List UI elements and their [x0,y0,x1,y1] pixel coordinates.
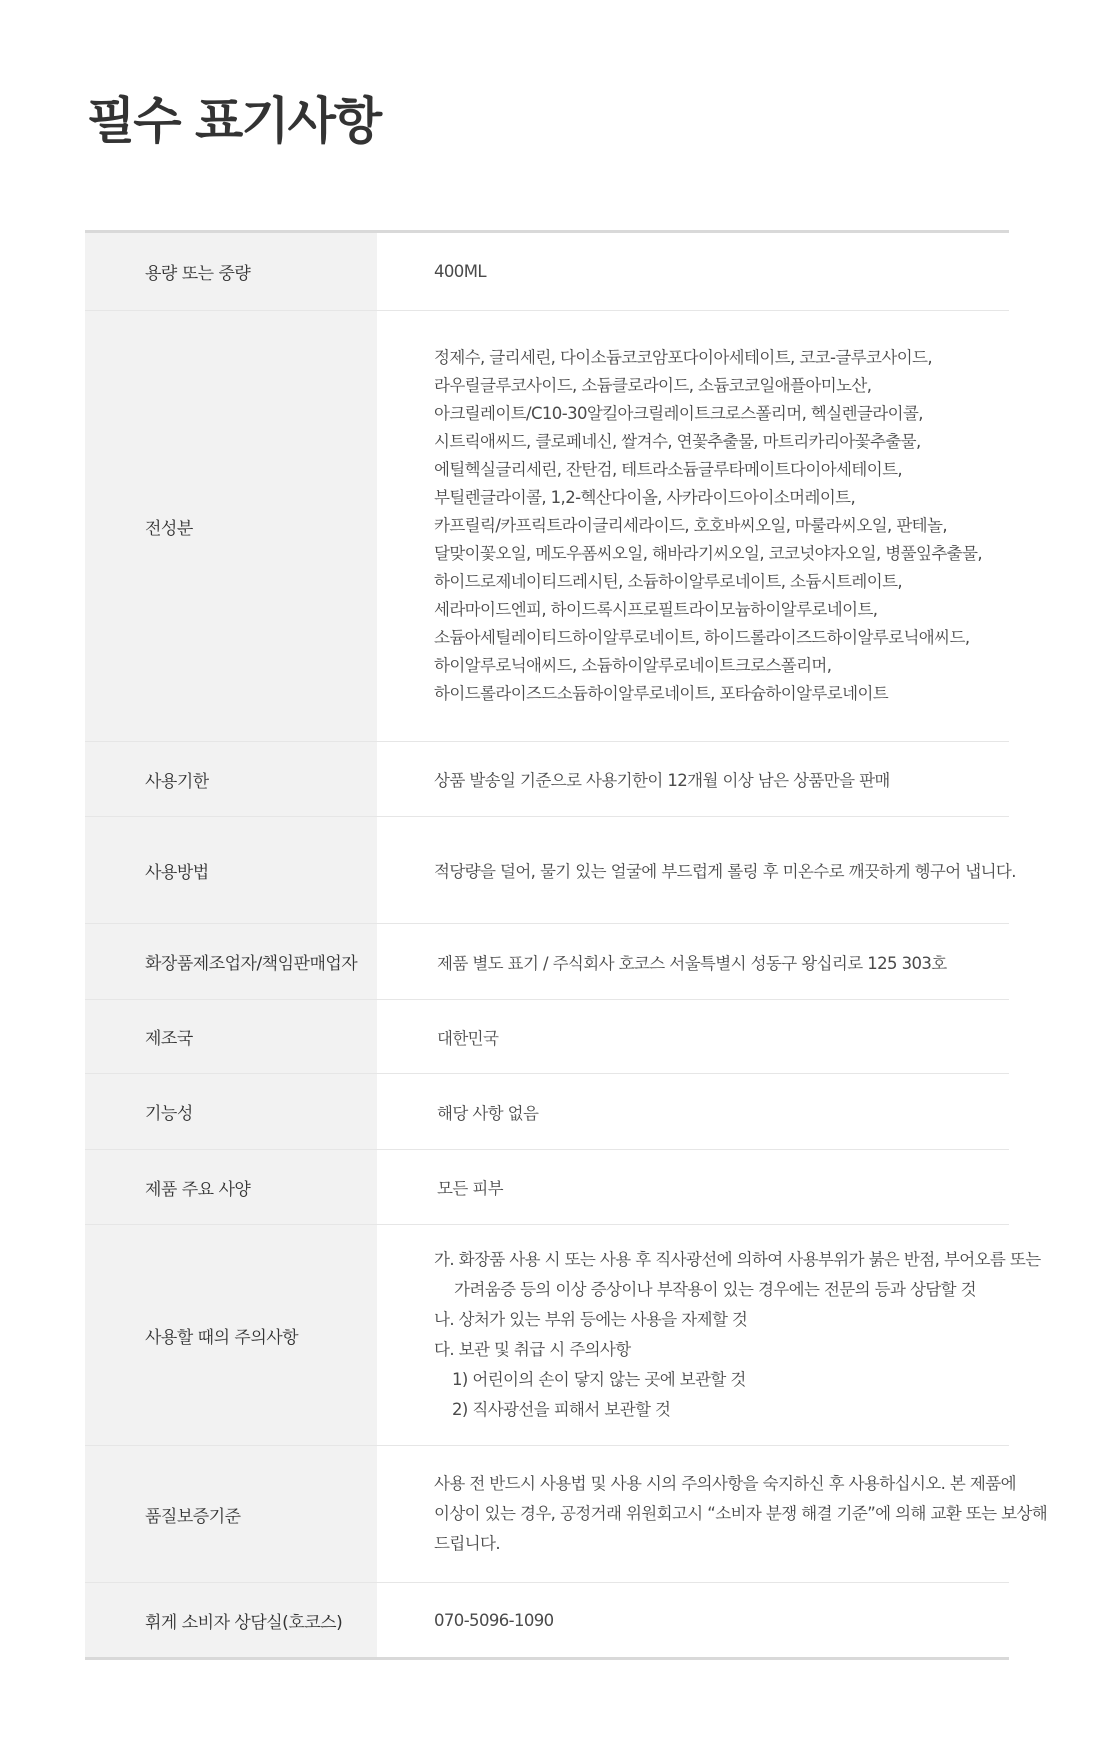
ingredient-line: 라우릴글루코사이드, 소듐클로라이드, 소듐코코일애플아미노산, [434,376,872,395]
ingredient-line: 하이드로제네이티드레시틴, 소듐하이알루로네이트, 소듐시트레이트, [434,572,903,591]
row-label-spec: 제품 주요 사양 [85,1150,377,1224]
row-value-cautions [377,1225,1051,1445]
row-label-volume: 용량 또는 중량 [85,233,377,310]
row-value-manufacturer [377,924,1009,999]
ingredient-line: 시트릭애씨드, 클로페네신, 쌀겨수, 연꽃추출물, 마트리카리아꽃추출물, [434,432,921,451]
row-label-ingredients: 전성분 [85,311,377,741]
row-value-ingredients [377,311,1009,741]
ingredient-line: 세라마이드엔피, 하이드록시프로필트라이모늄하이알루로네이트, [434,600,878,619]
row-value-spec [377,1150,1009,1224]
ingredient-line: 정제수, 글리세린, 다이소듐코코암포다이아세테이트, 코코-글루코사이드, [434,348,933,367]
row-value-expiry [377,742,1009,816]
value-functional: 해당 사항 없음 [437,1103,539,1123]
row-label-warranty: 품질보증기준 [85,1446,377,1582]
warranty-line: 사용 전 반드시 사용법 및 사용 시의 주의사항을 숙지하신 후 사용하십시오. 본 제품에 [434,1474,1016,1493]
row-label-expiry: 사용기한 [85,742,377,816]
row-value-consumer-center [377,1583,1009,1657]
ingredient-line: 부틸렌글라이콜, 1,2-헥산다이올, 사카라이드아이소머레이트, [434,488,856,507]
value-country: 대한민국 [437,1028,499,1048]
row-ingredients [85,311,1009,742]
ingredient-line: 소듐아세틸레이티드하이알루로네이트, 하이드롤라이즈드하이알루로닉애씨드, [434,628,970,647]
row-consumer-center [85,1583,1009,1657]
row-volume [85,233,1009,311]
row-label-functional: 기능성 [85,1074,377,1149]
row-label-consumer-center: 휘게 소비자 상담실(호코스) [85,1583,377,1657]
warranty-line: 드립니다. [434,1534,501,1553]
ingredient-line: 아크릴레이트/C10-30알킬아크릴레이트크로스폴리머, 헥실렌글라이콜, [434,404,923,423]
row-label-usage: 사용방법 [85,817,377,923]
row-value-usage [377,817,1026,923]
row-label-cautions: 사용할 때의 주의사항 [85,1225,377,1445]
row-value-functional [377,1074,1009,1149]
value-manufacturer: 제품 별도 표기 / 주식회사 호코스 서울특별시 성동구 왕십리로 125 303호 [437,953,947,973]
caution-line: 나. 상처가 있는 부위 등에는 사용을 자제할 것 [434,1310,748,1329]
row-warranty [85,1446,1048,1583]
row-functional [85,1074,1009,1150]
value-spec: 모든 피부 [437,1179,504,1198]
caution-line: 가. 화장품 사용 시 또는 사용 후 직사광선에 의하여 사용부위가 붉은 반점, 부어오름 또는 [434,1250,1041,1269]
row-value-country [377,1000,1009,1073]
caution-line: 다. 보관 및 취급 시 주의사항 [434,1340,631,1359]
page-title: 필수 표기사항 [87,92,381,150]
caution-line: 1) 어린이의 손이 닿지 않는 곳에 보관할 것 [452,1370,746,1389]
caution-line: 가려움증 등의 이상 증상이나 부작용이 있는 경우에는 전문의 등과 상담할 것 [454,1280,976,1299]
warranty-line: 이상이 있는 경우, 공정거래 위원회고시 “소비자 분쟁 해결 기준”에 의해 교환 또는 보상해 [434,1504,1048,1523]
caution-line: 2) 직사광선을 피해서 보관할 것 [452,1400,671,1419]
product-info-table [85,230,1048,1660]
row-usage [85,817,1016,924]
ingredient-line: 카프릴릭/카프릭트라이글리세라이드, 호호바씨오일, 마룰라씨오일, 판테놀, [434,516,947,535]
row-label-manufacturer: 화장품제조업자/책임판매업자 [85,924,377,999]
row-value-warranty [377,1446,1057,1582]
ingredient-line: 달맞이꽃오일, 메도우폼씨오일, 해바라기씨오일, 코코넛야자오일, 병풀잎추출물, [434,544,982,563]
row-label-country: 제조국 [85,1000,377,1073]
ingredient-line: 에틸헥실글리세린, 잔탄검, 테트라소듐글루타메이트다이아세테이트, [434,460,903,479]
value-usage: 적당량을 덜어, 물기 있는 얼굴에 부드럽게 롤링 후 미온수로 깨끗하게 헹구어 냅니다. [434,862,1016,881]
row-value-volume [377,233,1009,310]
row-spec [85,1150,1009,1225]
value-volume: 400ML [434,262,486,281]
value-consumer-center-phone: 070-5096-1090 [434,1610,554,1630]
value-expiry: 상품 발송일 기준으로 사용기한이 12개월 이상 남은 상품만을 판매 [434,771,890,790]
ingredient-line: 하이알루로닉애씨드, 소듐하이알루로네이트크로스폴리머, [434,656,832,675]
row-manufacturer [85,924,1009,1000]
ingredient-line: 하이드롤라이즈드소듐하이알루로네이트, 포타슘하이알루로네이트 [434,684,889,703]
row-country [85,1000,1009,1074]
row-cautions [85,1225,1041,1446]
row-expiry [85,742,1009,817]
